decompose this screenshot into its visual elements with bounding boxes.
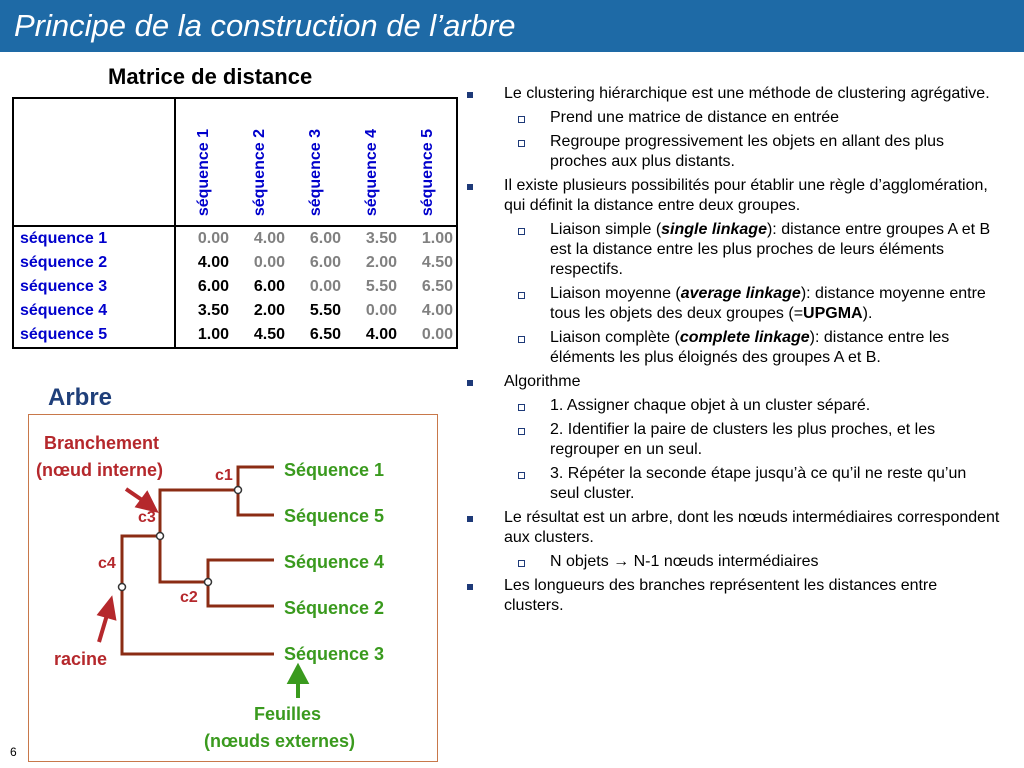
page-number: 6 [10, 745, 17, 759]
text: Liaison moyenne ( [550, 285, 681, 302]
matrix-col-label: séquence 4 [363, 128, 380, 216]
root-arrow-line [99, 615, 107, 642]
matrix-cell: 5.50 [309, 302, 341, 319]
text: Liaison simple ( [550, 221, 662, 238]
leaf-label: Séquence 3 [284, 644, 385, 664]
leaf-label: Séquence 2 [284, 598, 385, 618]
leaf-label: Séquence 5 [284, 506, 385, 526]
node-c1 [235, 487, 242, 494]
branch-arrow-head [138, 494, 155, 510]
leaves-label-1: Feuilles [254, 704, 322, 724]
matrix-cell: 4.00 [253, 230, 285, 247]
matrix-cell: 4.00 [197, 254, 229, 271]
matrix-cell: 6.50 [309, 326, 341, 343]
leaf-label: Séquence 4 [284, 552, 385, 572]
sub-bullet-complete-linkage [470, 328, 1000, 368]
matrix-col-label: séquence 2 [251, 128, 268, 216]
bullet: Les longueurs des branches représentent les distances entre clusters. [470, 576, 1000, 616]
matrix-cell: 0.00 [421, 326, 453, 343]
matrix-cell: 6.00 [253, 278, 285, 295]
matrix-col-label: séquence 5 [419, 128, 436, 216]
node-label-c1: c1 [215, 467, 233, 484]
matrix-cell: 4.00 [365, 326, 397, 343]
text: ): distance entre les éléments les plus éloignés des groupes A et B. [550, 329, 950, 366]
text: ). [862, 305, 873, 322]
matrix-row-label: séquence 4 [13, 299, 175, 323]
node-c4 [119, 584, 126, 591]
matrix-cell: 4.00 [421, 302, 453, 319]
branch-c3 [160, 490, 238, 582]
leaves-label-2: (nœuds externes) [204, 731, 356, 751]
sub-bullet: 3. Répéter la seconde étape jusqu’à ce qu’il ne reste qu’un seul cluster. [470, 464, 1000, 504]
matrix-cell: 3.50 [365, 230, 397, 247]
matrix-cell: 6.50 [421, 278, 453, 295]
sub-bullet: Regroupe progressivement les objets en allant des plus proches aux plus distants. [470, 132, 1000, 172]
text: ): distance moyenne entre tous les objets des deux groupes (= [550, 285, 986, 322]
sub-bullet-single-linkage [470, 220, 1000, 280]
leaf-label: Séquence 1 [284, 460, 385, 480]
bullet-list [470, 84, 1000, 620]
matrix-row-label: séquence 2 [13, 251, 175, 275]
matrix-cell: 4.50 [253, 326, 285, 343]
node-label-c3: c3 [138, 509, 156, 526]
tree-title: Arbre [48, 384, 113, 411]
sub-bullet: 1. Assigner chaque objet à un cluster séparé. [470, 396, 1000, 416]
branch-label-2: (nœud interne) [36, 460, 163, 480]
matrix-cell: 3.50 [197, 302, 229, 319]
matrix-cell: 6.00 [309, 254, 341, 271]
sub-bullet: Prend une matrice de distance en entrée [470, 108, 1000, 128]
matrix-cell: 1.00 [421, 230, 453, 247]
matrix-row-label: séquence 3 [13, 275, 175, 299]
slide-title: Principe de la construction de l’arbre [14, 8, 516, 43]
matrix-row-label: séquence 5 [13, 323, 175, 348]
root-arrow-head [100, 600, 114, 618]
sub-bullet: N objets → N-1 nœuds intermédiaires [470, 552, 1000, 572]
matrix-col-label: séquence 1 [195, 128, 212, 216]
bullet: Le résultat est un arbre, dont les nœuds intermédiaires correspondent aux clusters. [470, 508, 1000, 548]
sub-bullet-average-linkage [470, 284, 1000, 324]
matrix-cell: 2.00 [253, 302, 285, 319]
branch-c4 [122, 536, 274, 654]
sub-bullet: 2. Identifier la paire de clusters les plus proches, et les regrouper en un seul. [470, 420, 1000, 460]
node-c2 [205, 579, 212, 586]
bullet: Le clustering hiérarchique est une méthode de clustering agrégative. [470, 84, 1000, 104]
emphasis: UPGMA [803, 305, 863, 322]
matrix-cell: 6.00 [197, 278, 229, 295]
emphasis: single linkage [661, 221, 767, 238]
matrix-col-label: séquence 3 [307, 128, 324, 216]
matrix-cell: 5.50 [365, 278, 397, 295]
node-c3 [157, 533, 164, 540]
matrix-cell: 0.00 [253, 254, 285, 271]
matrix-cell: 0.00 [365, 302, 397, 319]
bullet: Algorithme [470, 372, 1000, 392]
branch-c2 [208, 560, 274, 606]
matrix-title: Matrice de distance [108, 64, 313, 89]
text: ): distance entre groupes A et B est la distance entre les plus proches de leurs éléments respectifs. [550, 221, 991, 278]
matrix-cell: 4.50 [421, 254, 453, 271]
root-label: racine [54, 649, 108, 669]
node-label-c2: c2 [180, 589, 198, 606]
node-label-c4: c4 [98, 555, 116, 572]
matrix-row-label: séquence 1 [13, 226, 175, 251]
matrix-cell: 1.00 [197, 326, 229, 343]
bullet: Il existe plusieurs possibilités pour établir une règle d’agglomération, qui définit la distance entre deux groupes. [470, 176, 1000, 216]
matrix-cell: 0.00 [197, 230, 229, 247]
matrix-cell: 2.00 [365, 254, 397, 271]
branch-label-1: Branchement [44, 433, 160, 453]
leaves-arrow-head [290, 667, 306, 682]
emphasis: average linkage [680, 285, 801, 302]
matrix-cell: 0.00 [309, 278, 341, 295]
branch-c1 [238, 467, 274, 515]
emphasis: complete linkage [679, 329, 810, 346]
text: Liaison complète ( [550, 329, 680, 346]
matrix-cell: 6.00 [309, 230, 341, 247]
